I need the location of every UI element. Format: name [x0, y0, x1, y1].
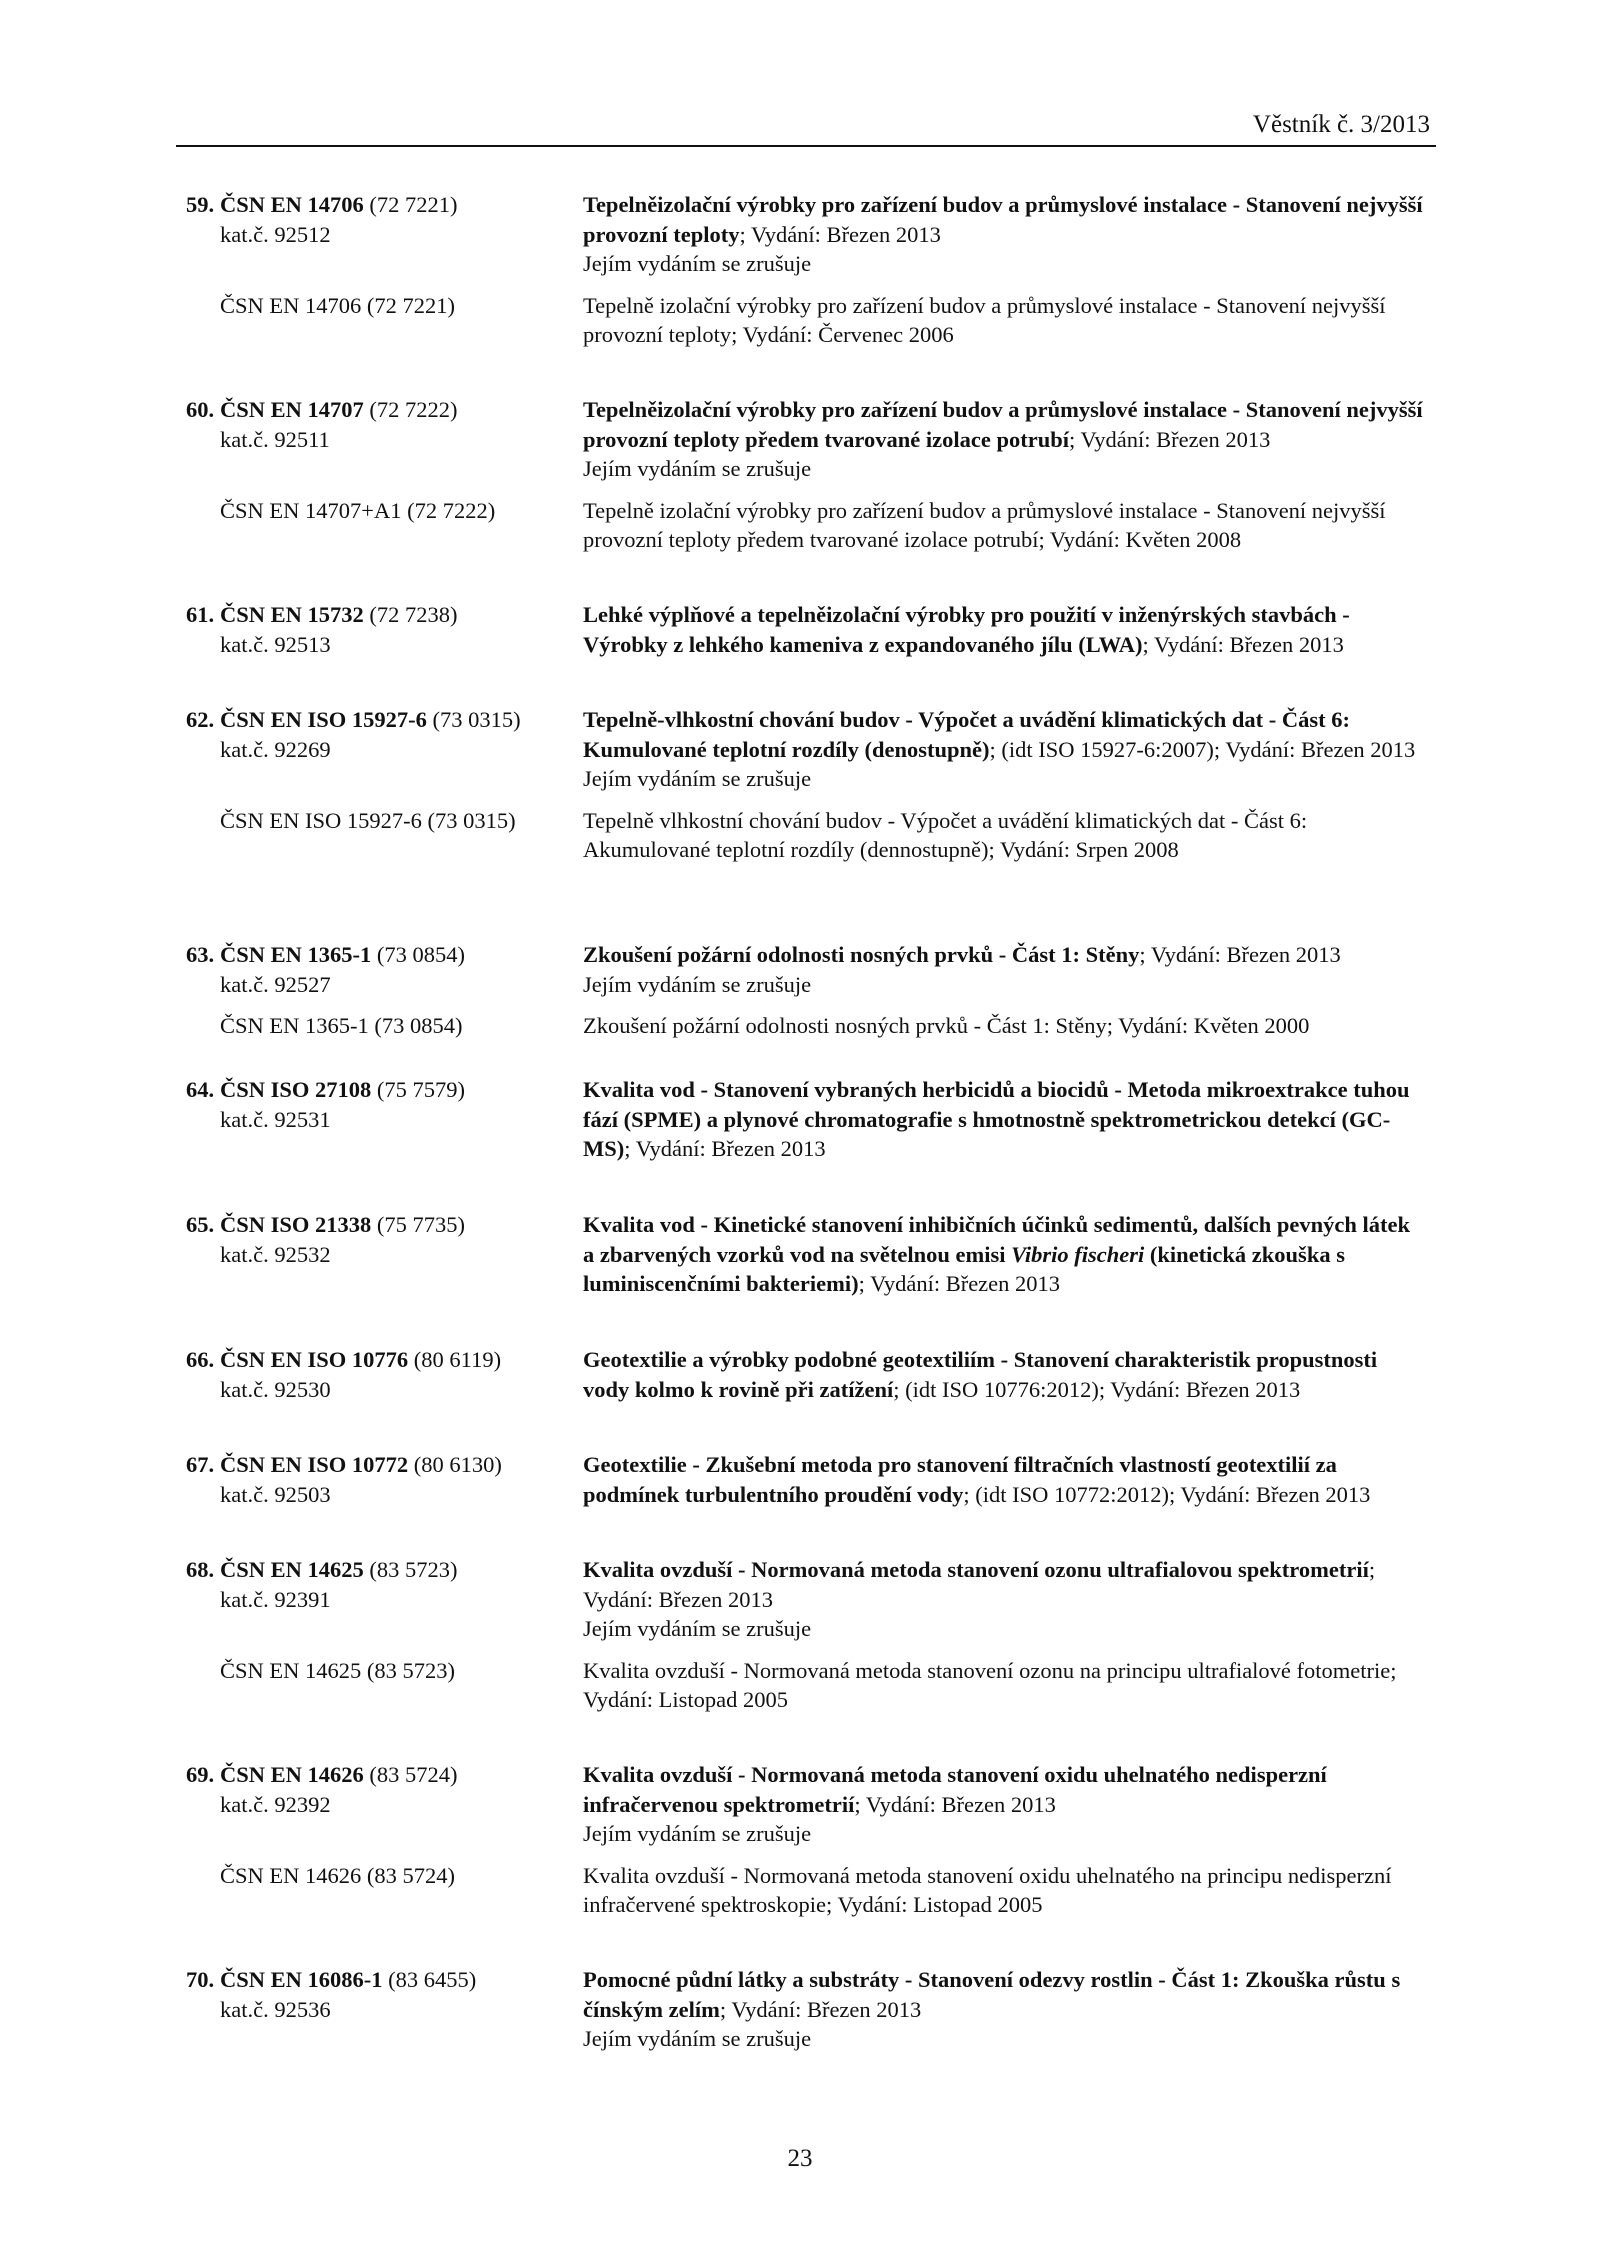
standard-title-text: Kvalita vod - Kinetické stanovení inhibičních účinků sedimentů, dalších pevných látek a zbarvených vzorků vod na světelnou emisi	[583, 1212, 1410, 1267]
catalog-number: kat.č. 92512	[220, 221, 331, 247]
catalog-number: kat.č. 92513	[220, 631, 331, 657]
standard-code-block	[186, 705, 566, 764]
standard-title-text-cont: (kinetická zkouška s luminiscenčními bakteriemi)	[583, 1241, 1345, 1296]
standard-class-code: (83 5723)	[363, 1557, 458, 1582]
issue-date: ; Vydání: Březen 2013	[1139, 942, 1341, 967]
standard-title-block	[583, 1760, 1425, 1849]
standard-title-block	[583, 1965, 1425, 2054]
standard-title-text: Kvalita vod - Stanovení vybraných herbicidů a biocidů - Metoda mikroextrakce tuhou fází (SPME) a plynové chromatografie s hmotnostně spektrometrickou detekcí (GC-MS)	[583, 1077, 1410, 1161]
standard-title-text: Tepelně-vlhkostní chování budov - Výpočet a uvádění klimatických dat - Část 6: Kumulované teplotní rozdíly (denostupně)	[583, 707, 1350, 762]
standard-code: ČSN EN 1365-1	[220, 942, 372, 967]
cancel-note: Jejím vydáním se zrušuje	[583, 971, 812, 997]
standard-title	[583, 1210, 1425, 1299]
catalog-number: kat.č. 92531	[220, 1106, 331, 1132]
entry-number: 66.	[186, 1347, 215, 1372]
replaced-standard-code: ČSN EN 14706 (72 7221)	[220, 292, 455, 318]
standard-code-block	[186, 395, 566, 454]
standard-class-code: (72 7222)	[363, 397, 458, 422]
catalog-number: kat.č. 92503	[220, 1481, 331, 1507]
issue-date: ; Vydání: Březen 2013	[858, 1271, 1061, 1296]
entry-number: 65.	[186, 1212, 215, 1237]
standard-title-text: Tepelněizolační výrobky pro zařízení budov a průmyslové instalace - Stanovení nejvyšší provozní teploty	[583, 192, 1423, 247]
standard-title-text: Zkoušení požární odolnosti nosných prvků - Část 1: Stěny	[583, 942, 1140, 967]
issue-date: ; Vydání: Březen 2013	[719, 1996, 922, 2022]
issue-date: ; Vydání: Březen 2013	[624, 1136, 826, 1161]
standard-code: ČSN EN 14706	[220, 192, 364, 217]
replaced-standard-title: Tepelně izolační výrobky pro zařízení budov a průmyslové instalace - Stanovení nejvyšší provozní teploty; Vydání: Červenec 2006	[583, 292, 1386, 347]
standard-code: ČSN EN ISO 15927-6	[220, 707, 427, 732]
standard-code-block	[186, 190, 566, 249]
replaced-standard-title: Kvalita ovzduší - Normovaná metoda stanovení oxidu uhelnatého na principu nedisperzní infračervené spektroskopie; Vydání: Listopad 2005	[583, 1862, 1392, 1917]
issue-date: ; (idt ISO 10772:2012); Vydání: Březen 2013	[963, 1481, 1371, 1507]
entry-number: 69.	[186, 1762, 215, 1787]
catalog-number: kat.č. 92532	[220, 1241, 331, 1267]
standard-code-line	[186, 940, 566, 970]
replaced-standard-title: Tepelně izolační výrobky pro zařízení budov a průmyslové instalace - Stanovení nejvyšší provozní teploty předem tvarované izolace potrubí; Vydání: Květen 2008	[583, 497, 1386, 552]
standard-title-block	[583, 190, 1425, 279]
replaced-standard-code: ČSN EN 14707+A1 (72 7222)	[220, 497, 496, 523]
standard-class-code: (73 0854)	[371, 942, 466, 967]
standard-code-block	[186, 600, 566, 659]
standard-title-text: Geotextilie - Zkušební metoda pro stanovení filtračních vlastností geotextilií za podmínek turbulentního proudění vody	[583, 1452, 1337, 1507]
standard-class-code: (83 6455)	[382, 1967, 477, 1992]
cancel-note: Jejím vydáním se zrušuje	[583, 1616, 812, 1641]
standard-title	[583, 1965, 1425, 2024]
catalog-number: kat.č. 92392	[220, 1791, 331, 1817]
page-number: 23	[787, 2145, 813, 2172]
standard-code-block	[186, 1965, 566, 2024]
standard-code-line	[186, 1760, 566, 1790]
standard-code-line	[186, 600, 566, 630]
standard-title-block	[583, 1450, 1425, 1509]
replaced-standard-title: Tepelně vlhkostní chování budov - Výpočet a uvádění klimatických dat - Část 6: Akumulované teplotní rozdíly (dennostupně); Vydání: Srpen 2008	[583, 807, 1308, 862]
standard-class-code: (80 6130)	[408, 1452, 502, 1477]
standard-title-block	[583, 1210, 1425, 1299]
standard-code-line	[186, 190, 566, 220]
standard-title	[583, 940, 1425, 970]
replaced-standard-code: ČSN EN 1365-1 (73 0854)	[220, 1013, 463, 1038]
standard-code-block	[186, 1345, 566, 1404]
issue-date: ; (idt ISO 10776:2012); Vydání: Březen 2013	[893, 1376, 1301, 1402]
issue-date: ; Vydání: Březen 2013	[854, 1791, 1056, 1817]
standard-class-code: (83 5724)	[363, 1762, 458, 1787]
standard-title	[583, 1760, 1425, 1819]
entry-number: 60.	[186, 397, 215, 422]
standard-code: ČSN EN ISO 10772	[220, 1452, 409, 1477]
replaced-standard-title: Zkoušení požární odolnosti nosných prvků - Část 1: Stěny; Vydání: Květen 2000	[583, 1013, 1310, 1038]
entry-number: 59.	[186, 192, 215, 217]
standard-code-line	[186, 1965, 566, 1995]
standard-code-block	[186, 1210, 566, 1269]
replaced-standard-code: ČSN EN 14625 (83 5723)	[220, 1657, 455, 1683]
entry-number: 70.	[186, 1967, 215, 1992]
catalog-number: kat.č. 92527	[220, 971, 331, 997]
standard-title-text: Tepelněizolační výrobky pro zařízení budov a průmyslové instalace - Stanovení nejvyšší provozní teploty předem tvarované izolace potrubí	[583, 397, 1423, 452]
standard-code-block	[186, 1555, 566, 1614]
cancel-note: Jejím vydáním se zrušuje	[583, 2026, 812, 2051]
replaced-standard-code: ČSN EN ISO 15927-6 (73 0315)	[220, 807, 516, 833]
standard-title-block	[583, 1345, 1425, 1404]
standard-class-code: (72 7221)	[363, 192, 458, 217]
header-divider	[176, 145, 1436, 147]
cancel-note: Jejím vydáním se zrušuje	[583, 251, 812, 276]
entry-number: 64.	[186, 1077, 215, 1102]
standard-title	[583, 395, 1425, 454]
standard-code-line	[186, 1345, 566, 1375]
entry-number: 61.	[186, 602, 215, 627]
standard-title-block	[583, 940, 1425, 999]
catalog-number: kat.č. 92530	[220, 1376, 331, 1402]
catalog-number: kat.č. 92391	[220, 1586, 331, 1612]
standard-title-text: Pomocné půdní látky a substráty - Stanovení odezvy rostlin - Část 1: Zkouška růstu s čínským zelím	[583, 1967, 1401, 2022]
standard-class-code: (80 6119)	[408, 1347, 502, 1372]
issue-date: ; Vydání: Březen 2013	[583, 1557, 1376, 1612]
standard-class-code: (73 0315)	[426, 707, 521, 732]
standard-title	[583, 190, 1425, 249]
standard-code: ČSN EN 14625	[220, 1557, 364, 1582]
standard-code-block	[186, 1075, 566, 1134]
standard-title	[583, 705, 1425, 764]
standard-code: ČSN EN 15732	[220, 602, 364, 627]
standard-code-line	[186, 1450, 566, 1480]
standard-code-block	[186, 940, 566, 999]
standard-title-text: Kvalita ovzduší - Normovaná metoda stanovení oxidu uhelnatého nedisperzní infračervenou spektrometrií	[583, 1762, 1327, 1817]
standard-class-code: (75 7735)	[371, 1212, 466, 1237]
issue-date: ; Vydání: Březen 2013	[739, 221, 941, 247]
standard-code-line	[186, 1210, 566, 1240]
entry-number: 68.	[186, 1557, 215, 1582]
species-name: Vibrio fischeri	[1011, 1241, 1145, 1267]
cancel-note: Jejím vydáním se zrušuje	[583, 456, 812, 481]
standard-title-text: Kvalita ovzduší - Normovaná metoda stanovení ozonu ultrafialovou spektrometrií	[583, 1557, 1369, 1582]
cancel-note: Jejím vydáním se zrušuje	[583, 766, 812, 791]
standard-code-line	[186, 1075, 566, 1105]
standard-code-block	[186, 1760, 566, 1819]
standard-code-line	[186, 705, 566, 735]
cancel-note: Jejím vydáním se zrušuje	[583, 1821, 812, 1846]
standard-title-block	[583, 705, 1425, 794]
standard-code: ČSN EN ISO 10776	[220, 1347, 409, 1372]
standard-class-code: (72 7238)	[363, 602, 458, 627]
standard-title-block	[583, 1075, 1425, 1164]
standard-code: ČSN EN 16086-1	[220, 1967, 383, 1992]
standard-class-code: (75 7579)	[371, 1077, 466, 1102]
issue-date: ; Vydání: Březen 2013	[1069, 426, 1271, 452]
standard-code: ČSN EN 14707	[220, 397, 364, 422]
replaced-standard-title: Kvalita ovzduší - Normovaná metoda stanovení ozonu na principu ultrafialové fotometrie; Vydání: Listopad 2005	[583, 1657, 1397, 1712]
issue-date: ; (idt ISO 15927-6:2007); Vydání: Březen 2013	[989, 736, 1416, 762]
entry-number: 67.	[186, 1452, 215, 1477]
standard-title-text: Lehké výplňové a tepelněizolační výrobky pro použití v inženýrských stavbách - Výrobky z lehkého kameniva z expandovaného jílu (LWA)	[583, 602, 1350, 657]
entry-number: 62.	[186, 707, 215, 732]
catalog-number: kat.č. 92511	[220, 426, 330, 452]
replaced-standard-code: ČSN EN 14626 (83 5724)	[220, 1862, 455, 1888]
standard-title	[583, 1075, 1425, 1164]
issue-date: ; Vydání: Březen 2013	[1142, 631, 1344, 657]
standard-code-line	[186, 1555, 566, 1585]
standard-title	[583, 1555, 1425, 1614]
entry-number: 63.	[186, 942, 215, 967]
standard-code-block	[186, 1450, 566, 1509]
standard-code: ČSN EN 14626	[220, 1762, 364, 1787]
catalog-number: kat.č. 92536	[220, 1996, 331, 2022]
standard-title-text: Geotextilie a výrobky podobné geotextiliím - Stanovení charakteristik propustnosti vody kolmo k rovině při zatížení	[583, 1347, 1378, 1402]
standard-title	[583, 600, 1425, 659]
standard-code: ČSN ISO 27108	[220, 1077, 372, 1102]
header-title: Věstník č. 3/2013	[1252, 111, 1430, 138]
standard-title	[583, 1450, 1425, 1509]
standard-title	[583, 1345, 1425, 1404]
catalog-number: kat.č. 92269	[220, 736, 331, 762]
standard-code: ČSN ISO 21338	[220, 1212, 372, 1237]
standard-title-block	[583, 1555, 1425, 1644]
standard-title-block	[583, 395, 1425, 484]
standard-title-block	[583, 600, 1425, 659]
standard-code-line	[186, 395, 566, 425]
